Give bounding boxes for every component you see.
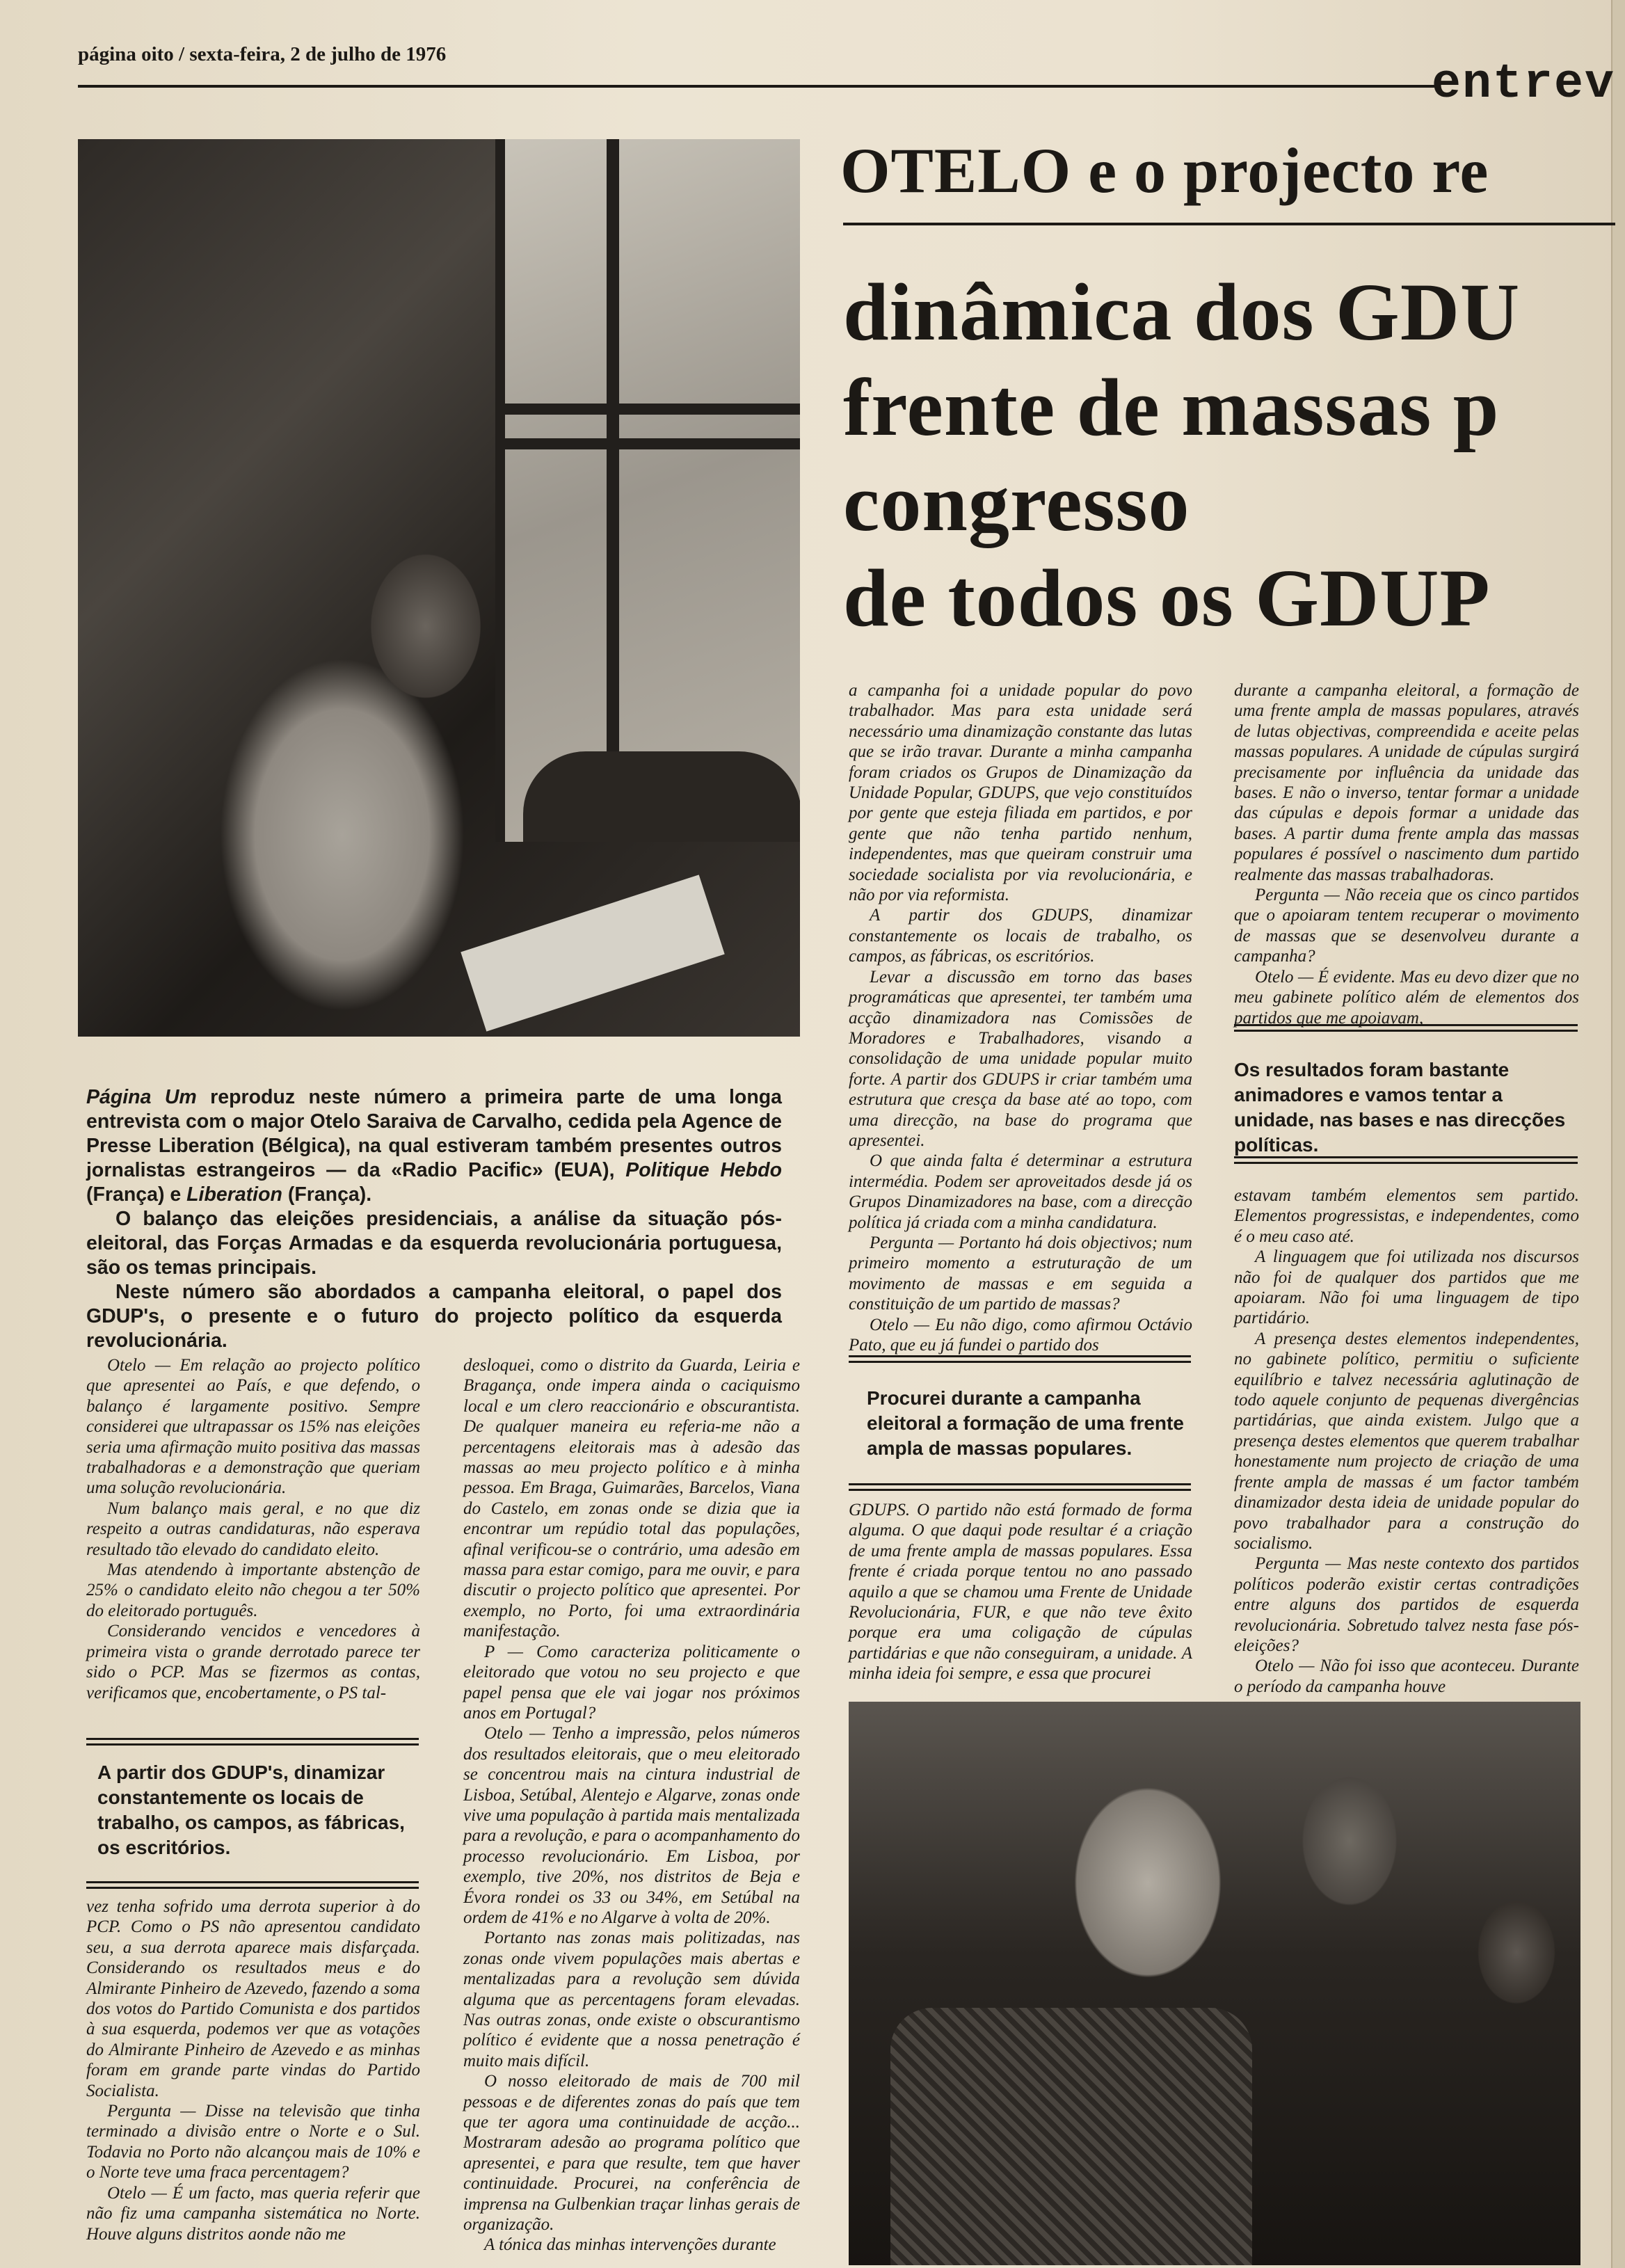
headline-line-4: de todos os GDUP <box>843 552 1491 644</box>
page-folio: página oito / sexta-feira, 2 de julho de 1976 <box>78 43 447 65</box>
photo-paper-sheet <box>461 875 724 1031</box>
pullquote-col1: A partir dos GDUP's, dinamizar constantemente os locais de trabalho, os campos, as fábricas, os escritórios. <box>97 1762 405 1858</box>
headline <box>843 264 1520 646</box>
col2-para: A tónica das minhas intervenções durante <box>484 2235 776 2255</box>
window-corner <box>523 751 800 842</box>
col1-para: Num balanço mais geral, e no que diz respeito a outras candidaturas, não esperava resultado tão elevado do candidato eleito. <box>86 1499 420 1559</box>
intro-block <box>86 1085 782 1353</box>
col3-para: Pergunta — Portanto há dois objectivos; num primeiro momento a estruturação de um movimento de massas e em seguida a constituição de um partido de massas? <box>849 1233 1192 1314</box>
photo-otelo-crowd <box>849 1702 1580 2265</box>
pullquote-rule-top <box>849 1355 1191 1363</box>
intro-p1 <box>86 1085 782 1207</box>
pullquote-rule-top <box>86 1738 419 1746</box>
pullquote-col4: Os resultados foram bastante animadores e vamos tentar a unidade, nas bases e nas direcções políticas. <box>1234 1059 1566 1156</box>
kicker-rule <box>843 223 1615 225</box>
col4-para: A presença destes elementos independentes, no gabinete político, permitiu o suficiente equilíbrio e talvez necessária aglutinação de todo aquele conjunto de pequenas divergências partidárias, que ainda existem. Julgo que a presença destes elementos que querem trabalhar honestamente num projecto de criação de uma frente ampla de massas é um factor também dinamizador desta ideia de unidade popular do povo trabalhador para a construção do socialismo. <box>1234 1329 1579 1553</box>
column-4-top <box>1234 680 1579 1028</box>
intro-p1-a: reproduz neste número a primeira parte de uma longa entrevista com o major Otelo Saraiva de Carvalho, cedida pela Agence de Presse Liberation (Bélgica), na qual estiveram também presentes outros jornalistas estrangeiros — da «Radio Pacific» (EUA), <box>86 1086 782 1181</box>
col4-para: Pergunta — Não receia que os cinco partidos que o apoiaram tentem recuperar o movimento de massas que se desenvolveu durante a campanha? <box>1234 886 1579 966</box>
window-frame-bar2 <box>495 438 800 449</box>
pullquote-rule-bottom <box>849 1483 1191 1491</box>
col2-para: P — Como caracteriza politicamente o eleitorado que votou no seu projecto e que papel pensa que ele vai jogar nos próximos anos em Portugal? <box>463 1642 800 1723</box>
col3-para: a campanha foi a unidade popular do povo trabalhador. Mas para esta unidade será necessário uma dinamização constante das lutas que se irão travar. Durante a minha campanha foram criados os Grupos de Dinamização da Unidade Popular, GDUPS, que vejo constituídos por gente que esteja filiada em partidos, e por gente que não tenha partido nenhum, independentes, mas que queiram construir uma sociedade socialista por via revolucionária, e não por via reformista. <box>849 681 1192 905</box>
intro-p2: O balanço das eleições presidenciais, a análise da situação pós-eleitoral, das Forças Armadas e da esquerda revolucionária portuguesa, são os temas principais. <box>86 1208 782 1279</box>
pullquote-col3: Procurei durante a campanha eleitoral a formação de uma frente ampla de massas populares. <box>867 1387 1184 1459</box>
col3-para: Levar a discussão em torno das bases programáticas que apresentei, ter também uma acção dinamizadora nas Comissões de Moradores e Trabalhadores, visando a consolidação de uma unidade popular muito forte. A partir dos GDUPS ir criar também uma estrutura que cresça da base até ao topo, com uma direcção, na base do programa que apresentei. <box>849 967 1192 1150</box>
col4-para: Pergunta — Mas neste contexto dos partidos políticos poderão existir certas contradições entre alguns dos partidos de esquerda revolucionária. Sobretudo talvez nesta fase pós-eleições? <box>1234 1554 1579 1655</box>
col4-para: Otelo — Não foi isso que aconteceu. Durante o período da campanha houve <box>1234 1656 1579 1696</box>
headline-line-2: frente de massas p <box>843 362 1500 453</box>
col2-para: Portanto nas zonas mais politizadas, nas zonas onde vivem populações mais abertas e mentalizadas para a revolução sem dúvida alguma que as percentagens foram elevadas. Nas outras zonas, onde existe o obscurantismo político é evidente que a nossa penetração é muito mais difícil. <box>463 1928 800 2070</box>
col1-para: Mas atendendo à importante abstenção de 25% o candidato eleito não chegou a ter 50% do eleitorado português. <box>86 1560 420 1620</box>
window-frame-mid <box>607 139 619 842</box>
section-label: entrev <box>1432 57 1616 112</box>
col2-para: desloquei, como o distrito da Guarda, Leiria e Bragança, onde impera ainda o caciquismo local e um clero reaccionário e obscurantista. De qualquer maneira eu referia-me não a percentagens eleitorais mas à adesão das massas ao meu projecto político e à minha pessoa. Em Braga, Guimarães, Barcelos, Viana do Castelo, em zonas onde se dizia que ia encontrar um repúdio total das populações, afinal verificou-se o contrário, uma adesão em massa para estar comigo, para me ouvir, e para discutir o projecto político que apresentei. Por exemplo, no Porto, foi uma extraordinária manifestação. <box>463 1356 800 1641</box>
pullquote-rule-bottom <box>1234 1156 1578 1164</box>
page-edge <box>1611 0 1625 2268</box>
column-3-bottom <box>849 1500 1192 1684</box>
photo-shirt <box>890 2008 1252 2265</box>
col3-para: O que ainda falta é determinar a estrutura intermédia. Podem ser aproveitados desde já os Grupos Dinamizadores na base, com a direcção política já criada com a minha candidatura. <box>849 1151 1192 1232</box>
column-1-top <box>86 1355 420 1703</box>
intro-p3: Neste número são abordados a campanha eleitoral, o papel dos GDUP's, o presente e o futuro do projecto político da esquerda revolucionária. <box>86 1281 782 1352</box>
col2-para: Otelo — Tenho a impressão, pelos números dos resultados eleitorais, que o meu eleitorado se concentrou mais na cintura industrial de Lisboa, Setúbal, Alentejo e Algarve, zonas onde vive uma população à partida mais mentalizada para a revolução, e para o acompanhamento do processo revolucionário. Em Lisboa, por exemplo, tive 20%, nos distritos de Beja e Évora rondei os 33 ou 34%, em Setúbal na ordem de 41% e no Algarve à volta de 20%. <box>463 1724 800 1927</box>
intro-em-liberation: Liberation <box>186 1183 282 1206</box>
col1-para: Otelo — É um facto, mas queria referir que não fiz uma campanha sistemática no Norte. Houve alguns distritos aonde não me <box>86 2183 420 2244</box>
col4-para: durante a campanha eleitoral, a formação de uma frente ampla de massas populares, através de lutas objectivas, compreendida e aceite pelas massas populares. A unidade de cúpulas surgirá precisamente por influência da unidade das bases. E não o inverso, tentar formar a unidade das cúpulas e depois formar a unidade das bases. A partir duma frente ampla das massas populares é possível o nascimento dum partido realmente das massas trabalhadoras. <box>1234 681 1579 884</box>
col4-para: Otelo — É evidente. Mas eu devo dizer que no meu gabinete político além de elementos dos partidos que me apoiavam, <box>1234 967 1579 1028</box>
intro-p1-c: (França). <box>282 1183 372 1206</box>
col3-para: Otelo — Eu não digo, como afirmou Octávio Pato, que eu já fundei o partido dos <box>849 1315 1192 1355</box>
col4-para: A linguagem que foi utilizada nos discursos não foi de qualquer dos partidos que me apoiaram. Não foi uma linguagem de tipo partidário. <box>1234 1247 1579 1328</box>
intro-em-pagina-um: Página Um <box>86 1086 197 1108</box>
pullquote-rule-bottom <box>86 1881 419 1889</box>
headline-line-1: dinâmica dos GDU <box>843 266 1521 358</box>
column-4-bottom <box>1234 1185 1579 1697</box>
headline-line-3: congresso <box>843 457 1190 548</box>
col1-para: vez tenha sofrido uma derrota superior à do PCP. Como o PS não apresentou candidato seu, a sua derrota aparece mais disfarçada. Considerando os resultados meus e do Almirante Pinheiro de Azevedo, fazendo a soma dos votos do Partido Comunista e dos partidos à sua esquerda, podemos ver que as votações do Almirante Pinheiro de Azevedo e as minhas foram em grande parte vindas do Partido Socialista. <box>86 1897 420 2100</box>
window-frame-bar1 <box>495 404 800 415</box>
photo-otelo-train <box>78 139 800 1037</box>
col4-para: estavam também elementos sem partido. Elementos progressistas, e independentes, como é o meu caso até. <box>1234 1186 1579 1246</box>
col2-para: O nosso eleitorado de mais de 700 mil pessoas e de diferentes zonas do país que tem que ter agora uma continuidade de acção... Mostraram adesão ao programa político que apresentei, e para que resulte, tem que haver continuidade. Procurei, na conferência de imprensa na Gulbenkian traçar linhas gerais de organização. <box>463 2072 800 2235</box>
column-1-bottom <box>86 1896 420 2244</box>
intro-p1-b: (França) e <box>86 1183 187 1206</box>
col1-para: Pergunta — Disse na televisão que tinha terminado a divisão entre o Norte e o Sul. Todavia no Porto não alcançou mais de 10% e o Norte teve uma fraca percentagem? <box>86 2102 420 2182</box>
pullquote-rule-top <box>1234 1024 1578 1032</box>
col1-para: Otelo — Em relação ao projecto político que apresentei ao País, e que defendo, o balanço é largamente positivo. Sempre considerei que ultrapassar os 15% nas eleições seria uma afirmação muito positiva das massas trabalhadoras e a demonstração que queriam uma solução revolucionária. <box>86 1356 420 1498</box>
column-3-top <box>849 680 1192 1355</box>
intro-em-politique: Politique Hebdo <box>625 1159 782 1181</box>
col3-para: A partir dos GDUPS, dinamizar constantemente os locais de trabalho, os campos, as fábricas, os escritórios. <box>849 906 1192 966</box>
column-2 <box>463 1355 800 2255</box>
col1-para: Considerando vencidos e vencedores à primeira vista o grande derrotado parece ter sido o PCP. Mas se fizermos as contas, verificamos que, encobertamente, o PS tal- <box>86 1622 420 1702</box>
headline-kicker: OTELO e o projecto re <box>840 135 1489 206</box>
photo-window <box>495 139 800 842</box>
header-rule <box>78 85 1434 88</box>
window-frame-left <box>495 139 505 842</box>
col3-para: GDUPS. O partido não está formado de forma alguma. O que daqui pode resultar é a criação de uma frente ampla de massas populares. Essa frente é criada porque tentou no ano passado aquilo a que se chamou uma Frente de Unidade Revolucionária, FUR, e que não teve êxito porque era uma coligação de cúpulas partidárias e que não conseguiram, a unidade. A minha ideia foi sempre, e essa que procurei <box>849 1501 1192 1684</box>
